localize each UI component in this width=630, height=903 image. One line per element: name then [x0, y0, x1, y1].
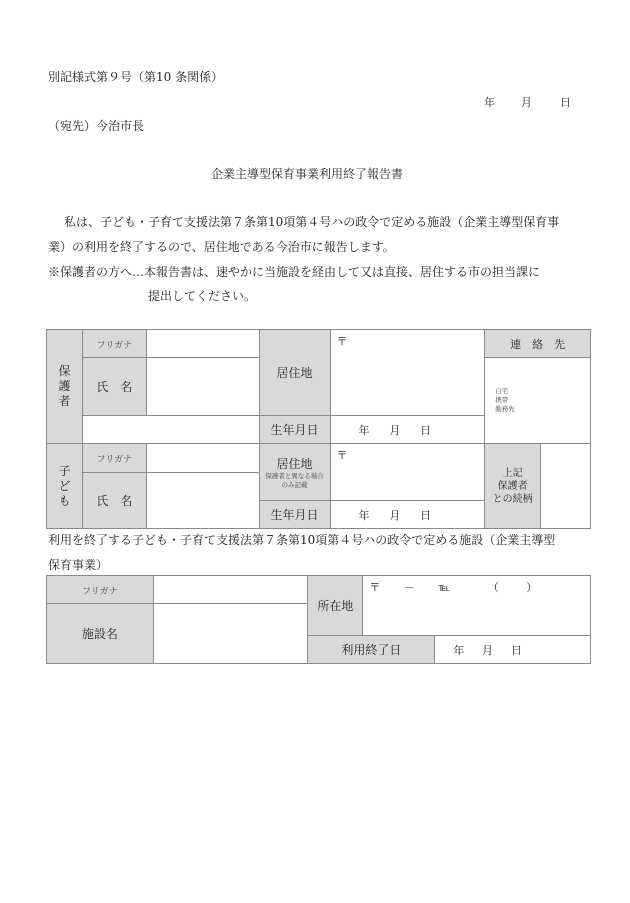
relation-label: 上記 保護者 との続柄	[485, 444, 541, 529]
child-name-field[interactable]	[146, 473, 259, 529]
postal-dash: －	[403, 581, 415, 594]
child-birthdate-label: 生年月日	[259, 501, 330, 529]
child-residence-label: 居住地 保護者と異なる場合のみ記載	[259, 444, 330, 501]
child-birthdate-field[interactable]: 年 月 日	[330, 501, 485, 529]
guardian-furigana-field[interactable]	[146, 330, 259, 358]
document-title: 企業主導型保育事業利用終了報告書	[211, 167, 404, 181]
child-label: 子 ど も	[47, 444, 83, 529]
date-day-label: 日	[560, 96, 571, 109]
guardian-residence-field[interactable]	[330, 330, 485, 416]
postal-mark: 〒	[336, 335, 348, 348]
facility-section-line-2: 保育事業）	[48, 558, 109, 572]
child-furigana-label: フリガナ	[82, 444, 146, 473]
contact-label: 連 絡 先	[485, 330, 591, 358]
end-date-label: 利用終了日	[308, 636, 435, 664]
guardian-birthdate-label: 生年月日	[259, 416, 330, 444]
child-furigana-field[interactable]	[146, 444, 259, 473]
guardian-name-field-cont[interactable]	[82, 416, 259, 444]
end-date-field[interactable]: 年 月 日	[435, 636, 591, 664]
facility-section-line-1: 利用を終了する子ども・子育て支援法第７条第10項第４号ハの政令で定める施設（企業主導型	[48, 533, 556, 547]
postal-mark: 〒	[336, 449, 348, 462]
facility-furigana-field[interactable]	[153, 576, 308, 604]
facility-name-field[interactable]	[153, 604, 308, 664]
note-line-2: 提出してください。	[148, 289, 257, 303]
relation-field[interactable]	[541, 444, 591, 529]
addressee: （宛先）今治市長	[48, 119, 145, 133]
note-line-1: ※保護者の方へ…本報告書は、速やかに当施設を経由して又は直接、居住する市の担当課に	[48, 265, 541, 279]
tel-icon: ℡	[438, 581, 451, 594]
facility-furigana-label: フリガナ	[47, 576, 154, 604]
facility-location-field[interactable]: 〒 － ℡ （ ）	[363, 576, 591, 636]
form-number: 別記様式第９号（第10 条関係）	[48, 70, 224, 84]
facility-table	[46, 575, 591, 664]
body-paragraph-line-1: 私は、子ども・子育て支援法第７条第10項第４号ハの政令で定める施設（企業主導型保育事	[64, 215, 560, 229]
guardian-furigana-label: フリガナ	[82, 330, 146, 358]
body-paragraph-line-2: 業）の利用を終了するので、居住地である今治市に報告します。	[48, 240, 395, 254]
guardian-name-field[interactable]	[146, 358, 259, 416]
facility-name-label: 施設名	[47, 604, 154, 664]
postal-mark: 〒	[369, 581, 381, 594]
guardian-label: 保 護 者	[47, 330, 83, 444]
guardian-name-label: 氏 名	[82, 358, 146, 416]
date-year-label: 年	[484, 96, 495, 109]
guardian-child-table	[46, 329, 591, 529]
date-month-label: 月	[521, 96, 532, 109]
facility-location-label: 所在地	[308, 576, 363, 636]
contact-field[interactable]: 自宅 携帯 勤務先	[485, 358, 591, 444]
child-name-label: 氏 名	[82, 473, 146, 529]
guardian-residence-label: 居住地	[259, 330, 330, 416]
child-residence-field[interactable]	[330, 444, 485, 501]
guardian-birthdate-field[interactable]: 年 月 日	[330, 416, 485, 444]
